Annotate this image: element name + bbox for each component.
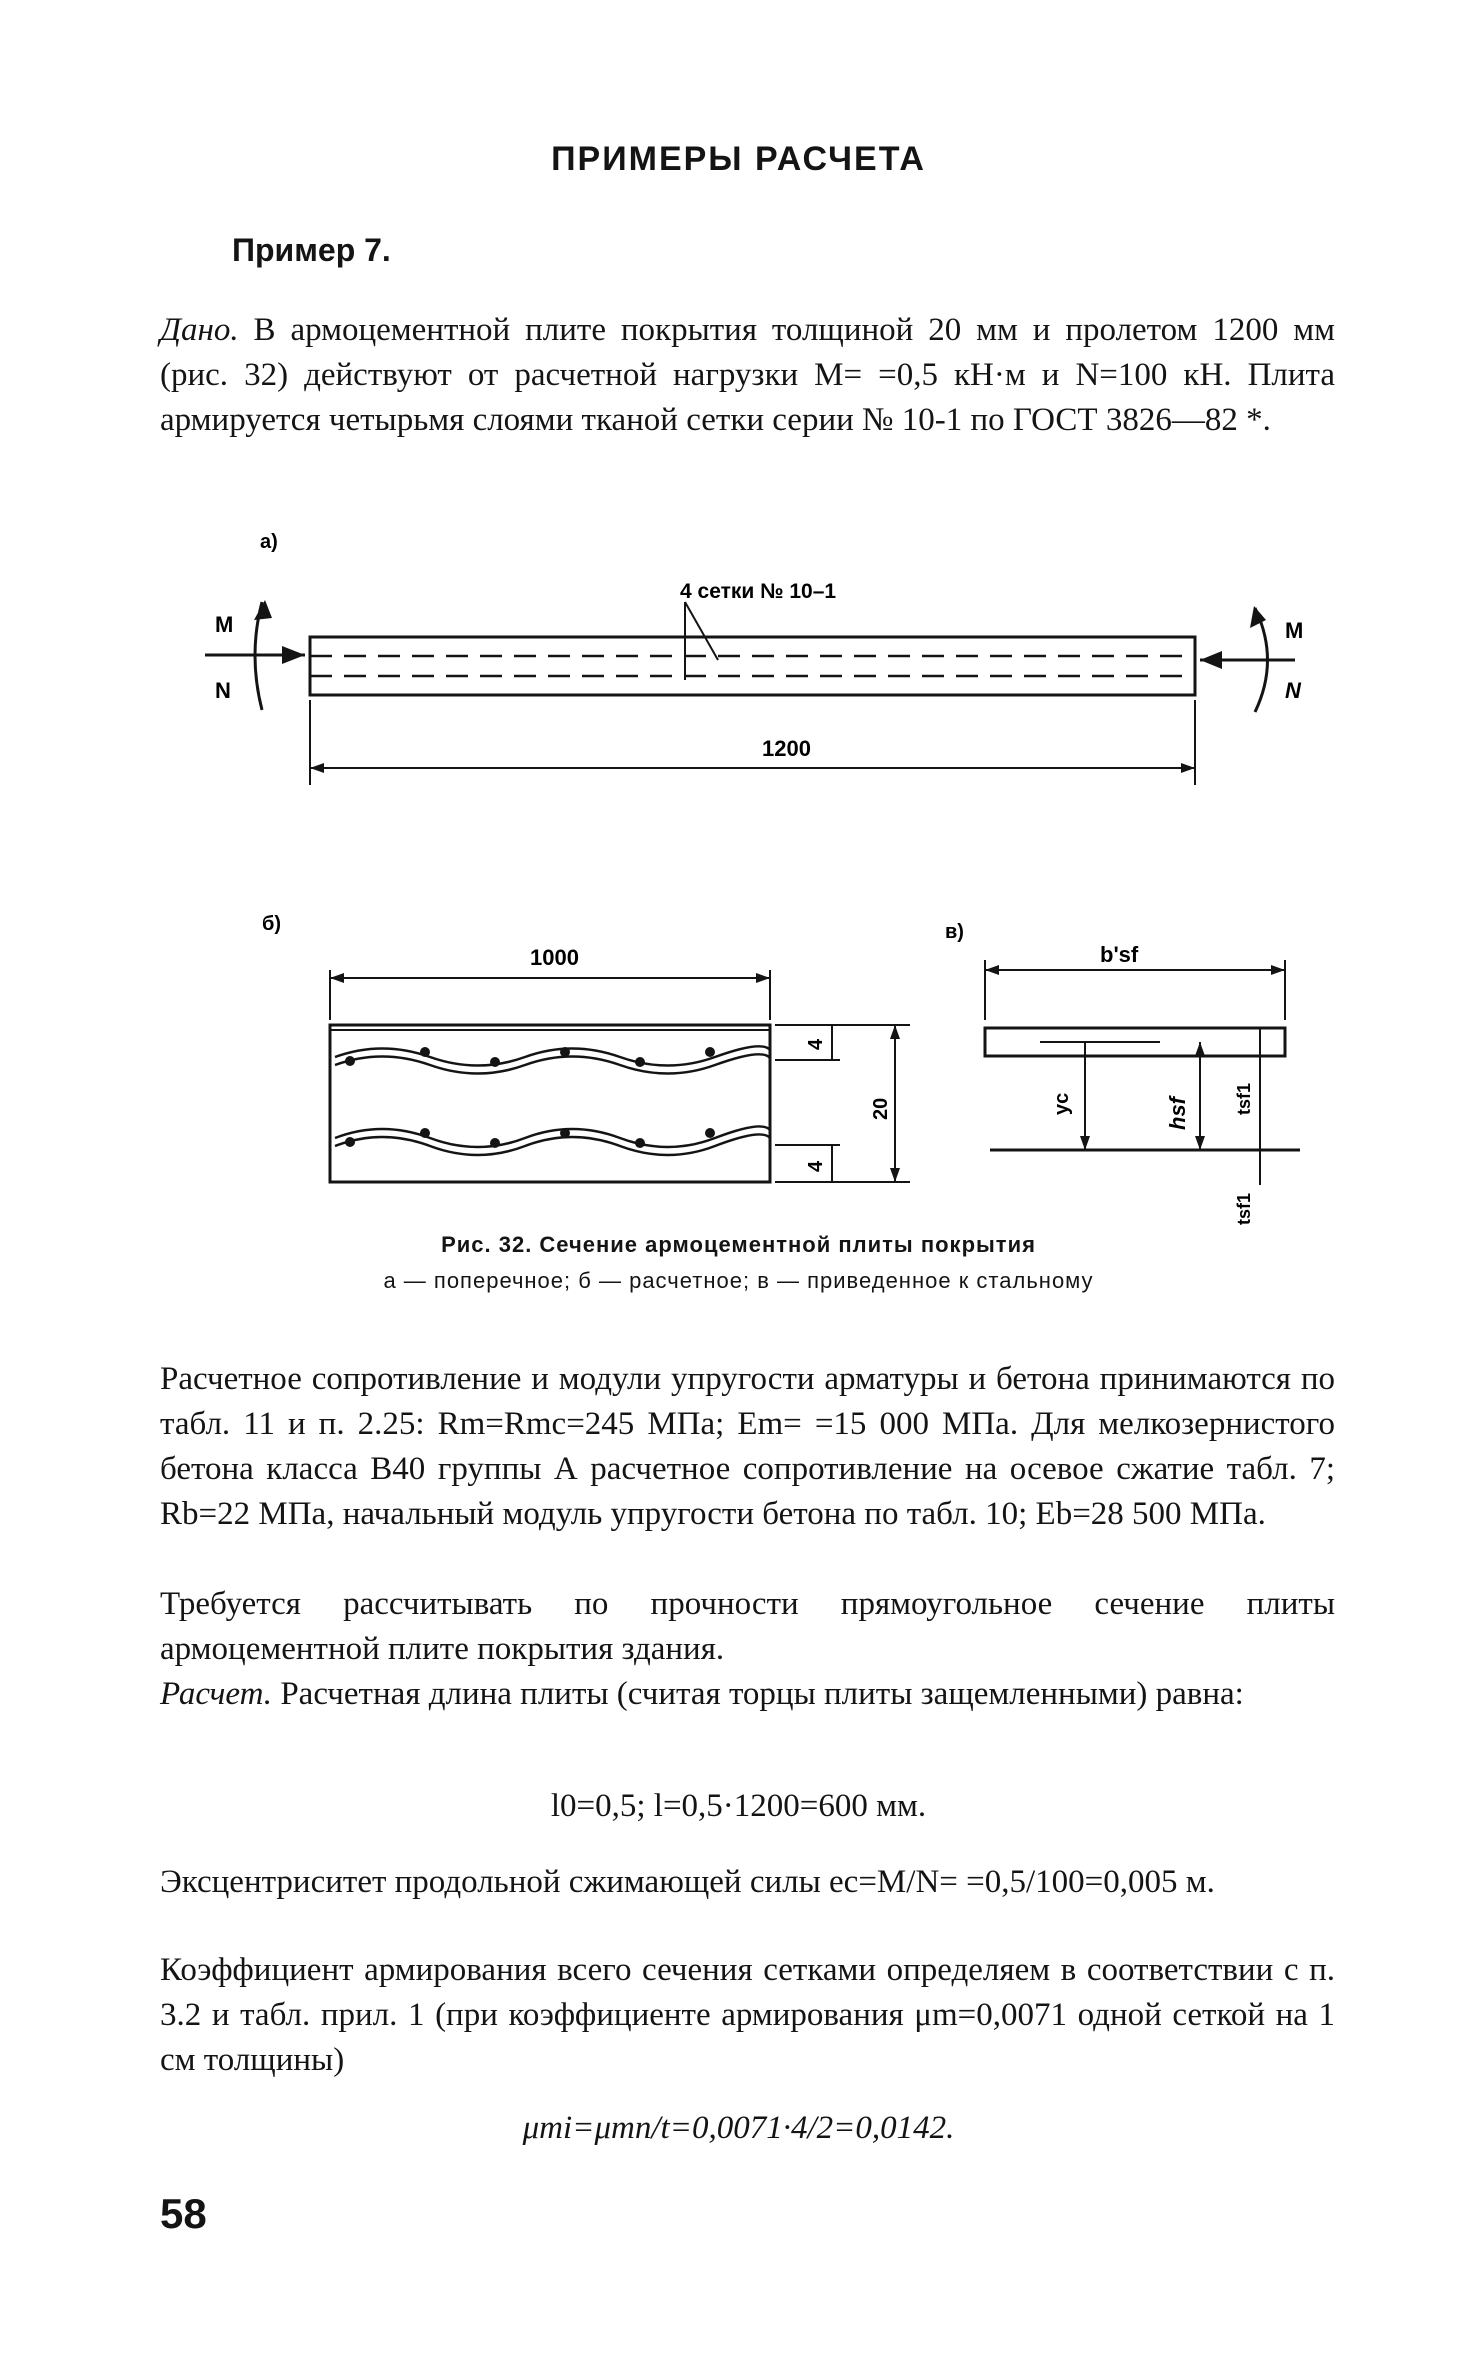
- cover-bottom-label: 4: [805, 1160, 827, 1172]
- page-title: ПРИМЕРЫ РАСЧЕТА: [551, 140, 926, 178]
- formula-reinforcement: μmi=μmn/t=0,0071·4/2=0,0142.: [522, 2110, 955, 2146]
- moment-right: M: [1285, 618, 1304, 643]
- example-heading: Пример 7.: [232, 232, 391, 268]
- given-text: В армоцементной плите покрытия толщиной 20 мм и пролетом 1200 мм (рис. 32) действуют от расчетной нагрузки M= =0,5 кН·м и N=100 кН. Плита армируется четырьмя слоями тканой сетки серии № 10-1 по ГОСТ 3826—82 *.: [160, 312, 1335, 438]
- body-paragraph-3: [160, 1672, 1335, 1717]
- panel-a-label: а): [260, 531, 278, 553]
- bsf-label: b'sf: [1100, 942, 1139, 967]
- mesh-label: 4 сетки № 10–1: [680, 580, 837, 603]
- tsf1-bottom-label: tsf1: [1234, 1192, 1254, 1225]
- cover-top-label: 4: [805, 1038, 827, 1050]
- tsf1-top-label: tsf1: [1234, 1082, 1254, 1115]
- page-number: 58: [160, 2190, 207, 2237]
- figure-subcaption: а — поперечное; б — расчетное; в — приведенное к стальному: [383, 1268, 1094, 1293]
- force-left: N: [215, 678, 231, 703]
- yc-label: yc: [1051, 1092, 1073, 1115]
- panel-b-label: б): [262, 913, 282, 935]
- body-paragraph-4: Эксцентриситет продольной сжимающей силы ec=M/N= =0,5/100=0,005 м.: [160, 1864, 1215, 1900]
- width-label: 1000: [530, 945, 579, 970]
- span-label: 1200: [762, 736, 811, 761]
- thickness-label: 20: [870, 1097, 892, 1120]
- given-lead: Дано.: [160, 312, 239, 348]
- calc-text: Расчетная длина плиты (считая торцы плиты защемленными) равна:: [280, 1676, 1244, 1712]
- formula-length: l0=0,5; l=0,5·1200=600 мм.: [550, 1788, 927, 1824]
- body-paragraph-2: Требуется рассчитывать по прочности прямоугольное сечение плиты армоцементной плите покрытия здания.: [160, 1586, 1335, 1667]
- body-paragraph-5: Коэффициент армирования всего сечения сетками определяем в соответствии с п. 3.2 и табл. прил. 1 (при коэффициенте армирования μm=0,0071 одной сеткой на 1 см толщины): [160, 1952, 1335, 2078]
- panel-c-label: в): [945, 921, 964, 943]
- figure-caption: Рис. 32. Сечение армоцементной плиты покрытия: [441, 1232, 1036, 1257]
- moment-left: M: [215, 612, 234, 637]
- calc-lead: Расчет.: [160, 1676, 273, 1712]
- slab-elevation: [310, 637, 1195, 695]
- hsf-label: hsf: [1165, 1097, 1190, 1130]
- body-paragraph-1: Расчетное сопротивление и модули упругости арматуры и бетона принимаются по табл. 11 и п. 2.25: Rm=Rmc=245 МПа; Em= =15 000 МПа. Для мелкозернистого бетона класса В40 группы А расчетное сопротивление на осевое сжатие табл. 7; Rb=22 МПа, начальный модуль упругости бетона по табл. 10; Eb=28 500 МПа.: [160, 1361, 1335, 1532]
- force-right: N: [1285, 678, 1301, 703]
